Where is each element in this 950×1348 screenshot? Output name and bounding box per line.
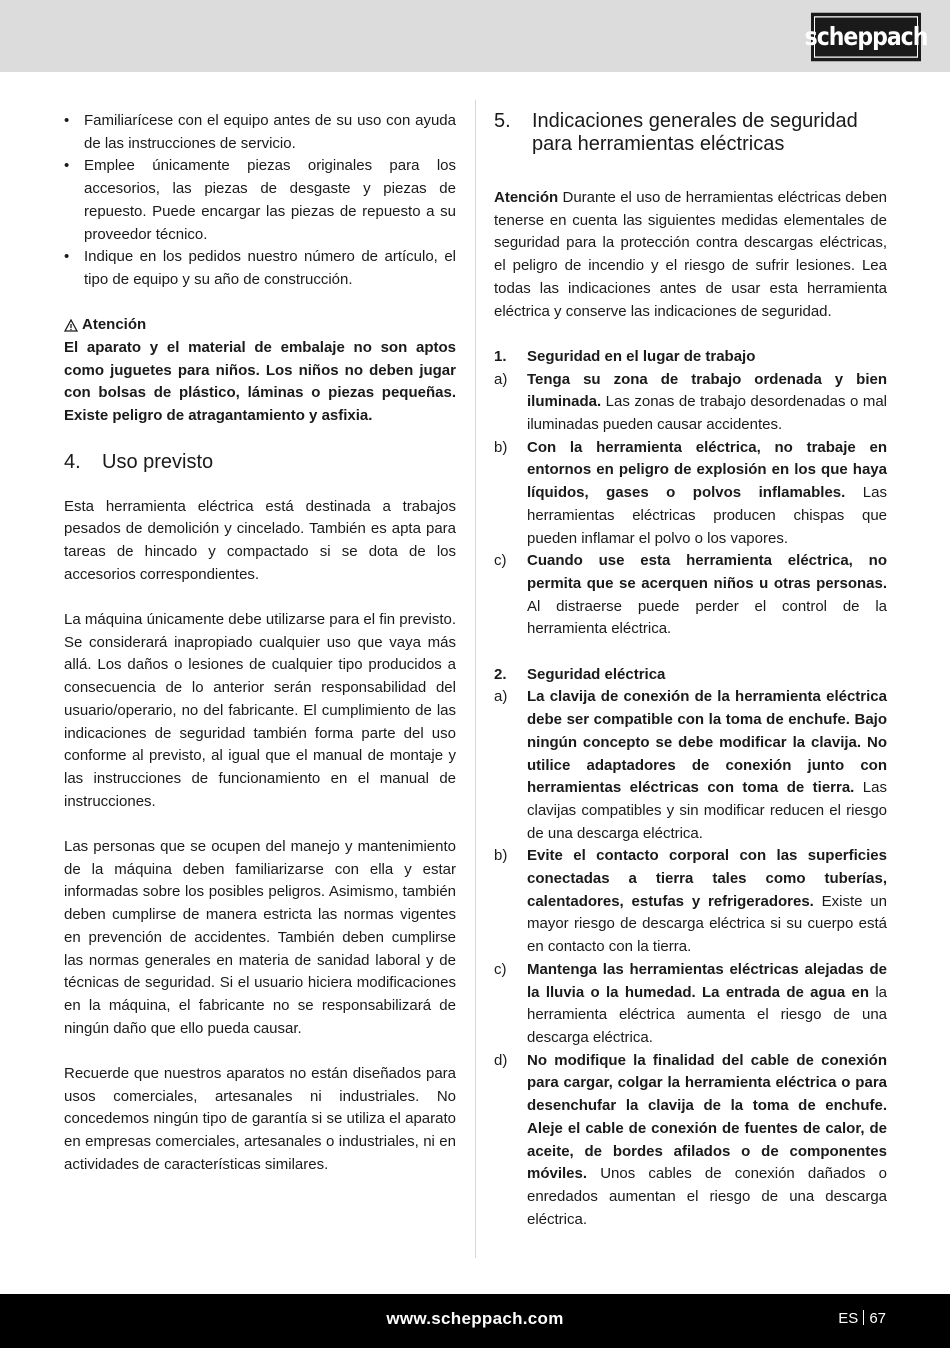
item-bold: Cuando use esta herramienta eléctrica, no permita que se acerquen niños u otras personas. (527, 552, 887, 592)
warning-triangle-icon (64, 319, 78, 332)
item-normal: Las zonas de trabajo desordenadas o mal iluminadas pueden causar accidentes. (527, 393, 887, 434)
section-title: Uso previsto (102, 450, 214, 473)
section-number: 4. (64, 450, 81, 473)
item-label: c) (494, 960, 507, 978)
item-text (527, 959, 887, 1050)
item-bold: Tenga su zona de trabajo ordenada y bien iluminada. (527, 370, 887, 411)
item-normal: Al distraerse puede perder el control de la herramienta eléctrica. (527, 597, 887, 638)
item-label: b) (494, 438, 508, 456)
paragraph: La máquina únicamente debe utilizarse para el fin previsto. Se considerará inapropiado cualquier uso que vaya más allá. Los daños o lesiones de cualquier tipo producidos a consecuencia de lo anterior serán responsabilidad del usuario/operario, no del fabricante. El cumplimiento de las indicaciones de seguridad también forma parte del uso conforme al previsto, al igual que el manual de montaje y las instrucciones de funcionamiento en el manual de instrucciones. (64, 611, 456, 810)
item-bold: Evite el contacto corporal con las superficies conectadas a tierra tales como tuberías, calentadores, estufas y refrigeradores. (527, 847, 887, 910)
item-label: a) (494, 370, 508, 388)
item-bold: Con la herramienta eléctrica, no trabaje en entornos en peligro de explosión en los que haya líquidos, gases o polvos inflamables. (527, 438, 887, 502)
page-number: 67 (869, 1310, 886, 1327)
paragraph: Las personas que se ocupen del manejo y mantenimiento de la máquina deben familiarizarse con ella y estar informadas sobre los posibles peligros. Asimismo, también deben cumplirse de manera estricta las normas vigentes en prevención de accidentes. También deben cumplirse las normas generales en materia de sanidad laboral y de técnicas de seguridad. Si el usuario hiciera modificaciones en la máquina, el fabricante no se responsabilizará de ningún daño que ello pueda causar. (64, 838, 456, 1037)
subsection-number: 1. (494, 347, 507, 365)
list-item (494, 1050, 887, 1232)
subsection-1-heading (494, 346, 887, 369)
page-indicator (838, 1310, 886, 1327)
scheppach-logo: scheppach (811, 13, 921, 61)
warning-text: El aparato y el material de embalaje no son aptos como juguetes para niños. Los niños no deben jugar con bolsas de plástico, láminas o piezas pequeñas. Existe peligro de atragantamiento y asfixia. (64, 339, 456, 425)
header-bar (0, 0, 950, 72)
list-item (494, 550, 887, 641)
item-label: a) (494, 688, 508, 706)
warning-heading (64, 314, 456, 337)
list-item (494, 369, 887, 437)
section-title: Indicaciones generales de seguridad para herramientas eléctricas (532, 110, 858, 155)
paragraph: Recuerde que nuestros aparatos no están diseñados para usos comerciales, artesanales ni industriales. No concedemos ningún tipo de garantía si se utiliza el aparato en empresas comerciales, artesanales o industriales, ni en actividades de características similares. (64, 1065, 456, 1173)
bullet-item: • Emplee únicamente piezas originales para los accesorios, las piezas de desgaste y piezas de repuesto. Puede encargar las piezas de repuesto a su proveedor técnico. (64, 155, 456, 246)
right-column (494, 110, 887, 1231)
warning-title: Atención (82, 316, 147, 334)
item-text (527, 686, 887, 845)
section-number: 5. (494, 110, 511, 132)
item-text (527, 437, 887, 551)
item-bold: No modifique la finalidad del cable de conexión para cargar, colgar la herramienta eléctrica o para desenchufar la clavija de la toma de enchufe. Aleje el cable de conexión de fuentes de calor, de aceite, de bordes afilados o de componentes móviles. (527, 1051, 887, 1183)
item-label: d) (494, 1051, 508, 1069)
item-normal: Las clavijas compatibles y sin modificar reducen el riesgo de una descarga eléctrica. (527, 779, 887, 842)
left-column (64, 110, 456, 1177)
subsection-title: Seguridad eléctrica (527, 665, 666, 683)
paragraph: Esta herramienta eléctrica está destinada a trabajos pesados de demolición y cincelado. También es apta para tareas de hincado y compactado si se dota de los accesorios correspondientes. (64, 497, 456, 583)
item-text (527, 1050, 887, 1232)
item-text (527, 550, 887, 641)
list-item (494, 686, 887, 845)
list-item (494, 437, 887, 551)
item-text (527, 845, 887, 959)
bullet-item: • Indique en los pedidos nuestro número de artículo, el tipo de equipo y su año de construcción. (64, 246, 456, 291)
subsection-2-heading (494, 664, 887, 687)
intro-text: Durante el uso de herramientas eléctricas deben tenerse en cuenta las siguientes medidas elementales de seguridad para la protección contra descargas eléctricas, el peligro de incendio y el riesgo de sufrir lesiones. Lea todas las indicaciones antes de usar esta herramienta eléctrica y conserve las indicaciones de seguridad. (494, 189, 887, 320)
section-5-heading (494, 110, 887, 156)
subsection-title: Seguridad en el lugar de trabajo (527, 347, 756, 365)
item-normal: Las herramientas eléctricas producen chispas que pueden inflamar el polvo o los vapores. (527, 484, 887, 547)
website-link[interactable]: www.scheppach.com (386, 1309, 564, 1328)
item-text (527, 369, 887, 437)
item-normal: Unos cables de conexión dañados o enredados aumentan el riesgo de una descarga eléctrica. (527, 1165, 887, 1228)
intro-paragraph (494, 187, 887, 323)
bullet-list (64, 110, 456, 292)
item-label: b) (494, 847, 508, 865)
separator (863, 1310, 864, 1325)
item-bold: Mantenga las herramientas eléctricas alejadas de la lluvia o la humedad. La entrada de agua en (527, 960, 887, 1001)
list-item (494, 959, 887, 1050)
item-label: c) (494, 552, 507, 570)
footer-bar (0, 1294, 950, 1348)
intro-bold: Atención (494, 189, 559, 206)
item-normal: la herramienta eléctrica aumenta el riesgo de una descarga eléctrica. (527, 983, 887, 1046)
column-divider (475, 100, 476, 1258)
item-bold: La clavija de conexión de la herramienta eléctrica debe ser compatible con la toma de enchufe. Bajo ningún concepto se debe modificar la clavija. No utilice adaptadores de conexión junto con herramientas eléctricas con toma de tierra. (527, 688, 887, 797)
language-code: ES (838, 1310, 859, 1327)
subsection-number: 2. (494, 665, 507, 683)
section-4-heading (64, 451, 456, 474)
item-normal: Existe un mayor riesgo de descarga eléctrica si su cuerpo está en contacto con la tierra. (527, 892, 887, 956)
list-item (494, 845, 887, 959)
bullet-item: • Familiarícese con el equipo antes de su uso con ayuda de las instrucciones de servicio. (64, 110, 456, 155)
